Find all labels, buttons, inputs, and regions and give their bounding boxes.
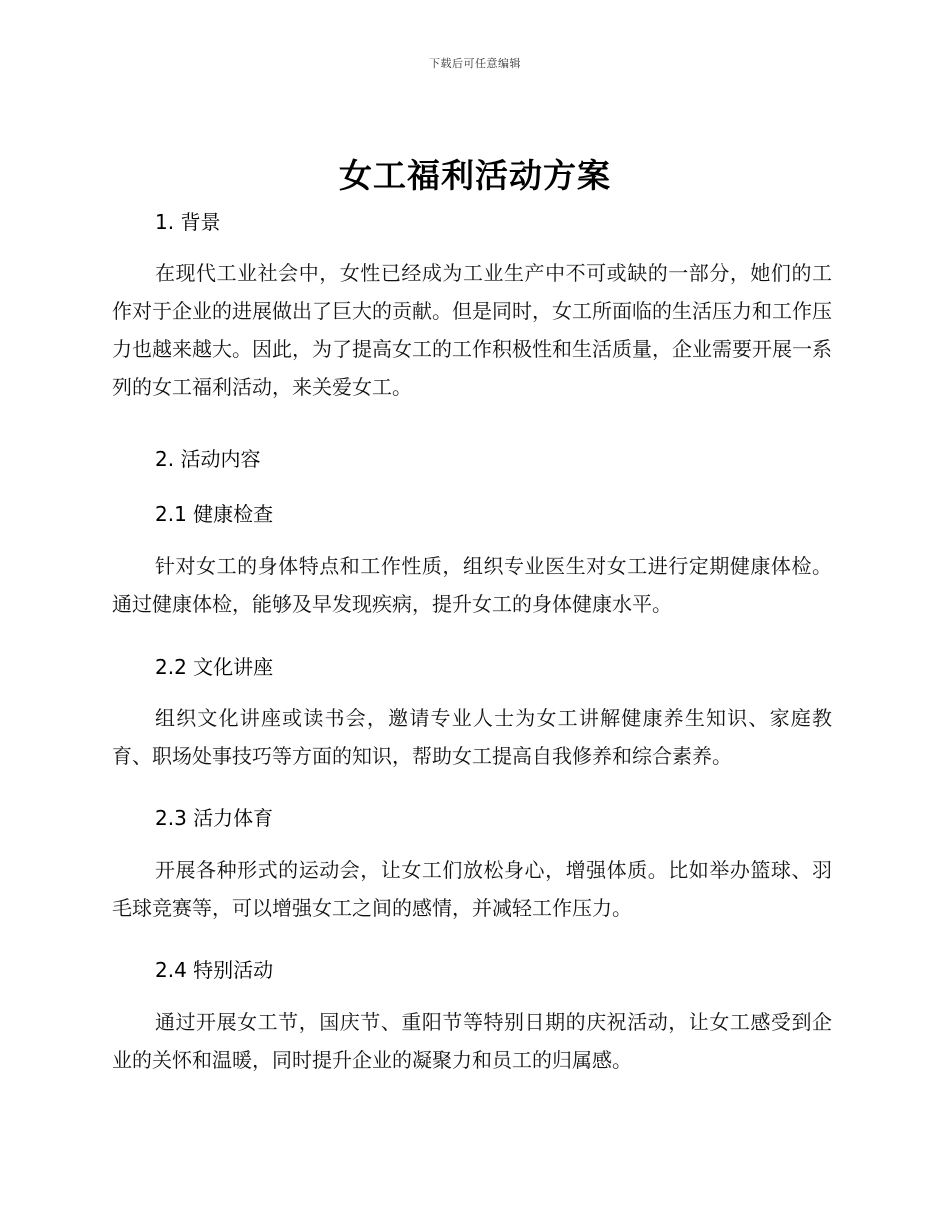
- paragraph-culture-lecture: 组织文化讲座或读书会，邀请专业人士为女工讲解健康养生知识、家庭教育、职场处事技巧等方面的知识，帮助女工提高自我修养和综合素养。: [112, 706, 832, 768]
- section-heading-health-check: 2.1 健康检查: [155, 502, 274, 526]
- paragraph-special-events: 通过开展女工节，国庆节、重阳节等特别日期的庆祝活动，让女工感受到企业的关怀和温暖，同时提升企业的凝聚力和员工的归属感。: [112, 1010, 832, 1072]
- section-heading-sports: 2.3 活力体育: [155, 806, 274, 830]
- section-heading-culture-lecture: 2.2 文化讲座: [155, 655, 274, 679]
- section-heading-activity-content: 2. 活动内容: [155, 447, 261, 471]
- document-title: 女工福利活动方案: [339, 156, 611, 195]
- section-heading-background: 1. 背景: [155, 210, 221, 234]
- page-header-note: 下载后可任意编辑: [429, 57, 521, 70]
- paragraph-background: 在现代工业社会中，女性已经成为工业生产中不可或缺的一部分，她们的工作对于企业的进展做出了巨大的贡献。但是同时，女工所面临的生活压力和工作压力也越来越大。因此，为了提高女工的工作积极性和生活质量，企业需要开展一系列的女工福利活动，来关爱女工。: [112, 261, 832, 399]
- section-heading-special-events: 2.4 特别活动: [155, 958, 274, 982]
- paragraph-health-check: 针对女工的身体特点和工作性质，组织专业医生对女工进行定期健康体检。通过健康体检，能够及早发现疾病，提升女工的身体健康水平。: [112, 554, 832, 616]
- paragraph-sports: 开展各种形式的运动会，让女工们放松身心，增强体质。比如举办篮球、羽毛球竞赛等，可以增强女工之间的感情，并减轻工作压力。: [112, 858, 832, 920]
